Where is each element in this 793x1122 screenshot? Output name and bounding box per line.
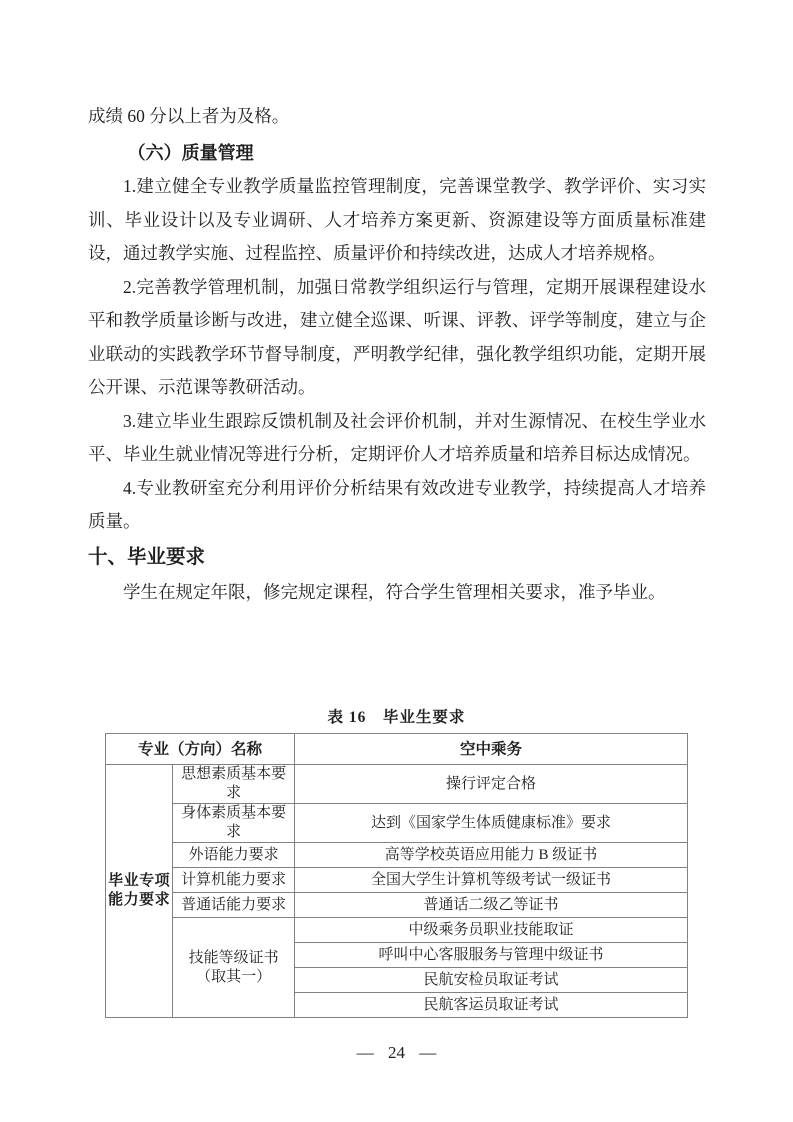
table-row <box>106 804 688 843</box>
category-cell: 身体素质基本要求 <box>173 804 295 843</box>
header-cell-major-name: 专业（方向）名称 <box>106 734 295 765</box>
table-row <box>106 868 688 893</box>
header-cell-major-value: 空中乘务 <box>294 734 687 765</box>
page-number: — 24 — <box>356 1043 437 1062</box>
graduate-requirements-table <box>105 733 688 1018</box>
quality-paragraph-3: 3.建立毕业生跟踪反馈机制及社会评价机制，并对生源情况、在校生学业水平、毕业生就业情况等进行分析，定期评价人才培养质量和培养目标达成情况。 <box>88 410 706 464</box>
quality-paragraph-1: 1.建立健全专业教学质量监控管理制度，完善课堂教学、教学评价、实习实训、毕业设计以及专业调研、人才培养方案更新、资源建设等方面质量标准建设，通过教学实施、过程监控、质量评价和持续改进，达成人才培养规格。 <box>88 176 706 263</box>
category-cell: 普通话能力要求 <box>173 893 295 918</box>
requirement-cell: 全国大学生计算机等级考试一级证书 <box>294 868 687 893</box>
table-header-row <box>106 734 688 765</box>
skill-certificate-label-cell <box>173 918 295 1018</box>
category-cell: 思想素质基本要求 <box>173 765 295 804</box>
group-label-cell: 毕业专项能力要求 <box>106 765 173 1018</box>
continued-paragraph-line: 成绩 60 分以上者为及格。 <box>88 106 290 126</box>
requirement-cell: 操行评定合格 <box>294 765 687 804</box>
body-text <box>88 100 706 609</box>
table-row <box>106 765 688 804</box>
requirement-cell: 达到《国家学生体质健康标准》要求 <box>294 804 687 843</box>
requirement-cell: 普通话二级乙等证书 <box>294 893 687 918</box>
category-cell: 外语能力要求 <box>173 843 295 868</box>
section-heading-graduation-requirements: 十、毕业要求 <box>88 546 206 568</box>
table-caption: 表 16 毕业生要求 <box>327 709 466 726</box>
graduate-requirements-table-section <box>105 706 688 1018</box>
requirement-cell: 高等学校英语应用能力 B 级证书 <box>294 843 687 868</box>
requirement-cell: 民航客运员取证考试 <box>294 993 687 1018</box>
table-row <box>106 893 688 918</box>
requirement-cell: 民航安检员取证考试 <box>294 968 687 993</box>
requirement-cell: 呼叫中心客服服务与管理中级证书 <box>294 943 687 968</box>
skill-certificate-label-line1: 技能等级证书 <box>188 949 279 966</box>
table-row <box>106 918 688 943</box>
skill-certificate-label-line2: （取其一） <box>196 968 272 985</box>
quality-paragraph-2: 2.完善教学管理机制，加强日常教学组织运行与管理，定期开展课程建设水平和教学质量诊断与改进，建立健全巡课、听课、评教、评学等制度，建立与企业联动的实践教学环节督导制度，严明教学纪律，强化教学组织功能，定期开展公开课、示范课等教研活动。 <box>88 276 706 397</box>
section-heading-quality-management: （六）质量管理 <box>127 142 254 163</box>
graduation-paragraph: 学生在规定年限，修完规定课程，符合学生管理相关要求，准予毕业。 <box>123 581 666 602</box>
table-row <box>106 843 688 868</box>
quality-paragraph-4: 4.专业教研室充分利用评价分析结果有效改进专业教学，持续提高人才培养质量。 <box>88 477 706 531</box>
category-cell: 计算机能力要求 <box>173 868 295 893</box>
requirement-cell: 中级乘务员职业技能取证 <box>294 918 687 943</box>
